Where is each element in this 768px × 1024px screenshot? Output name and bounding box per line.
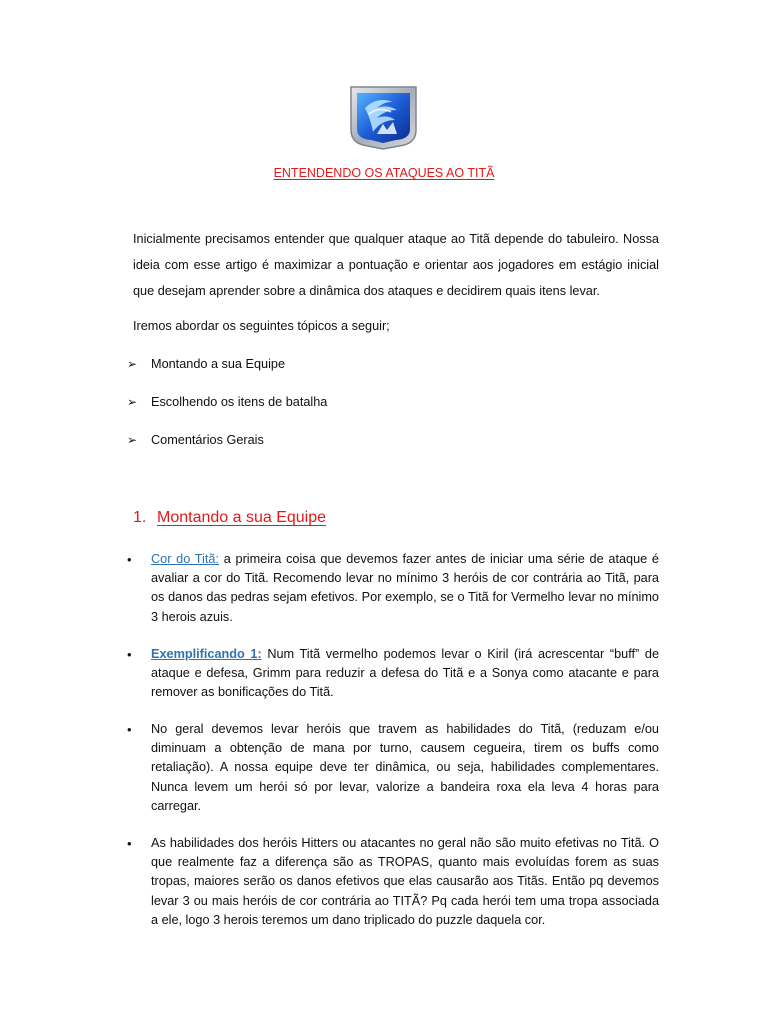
topic-item (127, 395, 327, 409)
list-item (127, 834, 659, 930)
bullet-dot-icon: • (127, 836, 132, 851)
arrow-bullet-icon: ➢ (127, 357, 138, 371)
bullet-dot-icon: • (127, 552, 132, 567)
topic-item (127, 433, 264, 447)
topic-label: Escolhendo os itens de batalha (151, 395, 328, 409)
topic-label: Montando a sua Equipe (151, 357, 286, 371)
bullet-text: Num Titã vermelho podemos levar o Kiril (irá acrescentar “buff” de ataque e defesa, Grimm para reduzir a defesa do Titã e a Sonya como atacante e para remover as bonificações do Titã. (151, 647, 659, 700)
bullet-text: No geral devemos levar heróis que travem as habilidades do Titã, (reduzam e/ou diminuam a obtenção de mana por turno, causem cegueira, tirem os buffs como retaliação). A nossa equipe deve ter dinâmica, ou seja, habilidades complementares. Nunca levem um herói só por levar, valorize a bandeira roxa ela leva 4 horas para carregar. (151, 722, 659, 813)
section-title: Montando a sua Equipe (157, 509, 327, 526)
list-item (127, 720, 659, 816)
titan-emblem-logo (347, 84, 420, 150)
list-item (127, 550, 659, 627)
topics-intro-text: Iremos abordar os seguintes tópicos a seguir; (133, 319, 390, 333)
bullet-lead-label: Exemplificando 1: (151, 647, 262, 661)
section-heading (133, 509, 326, 527)
arrow-bullet-icon: ➢ (127, 395, 138, 409)
document-title: ENTENDENDO OS ATAQUES AO TITÃ (273, 166, 495, 180)
bullet-lead-label: Cor do Titã: (151, 552, 219, 566)
bullet-dot-icon: • (127, 722, 132, 737)
list-item (127, 645, 659, 703)
topic-item (127, 357, 285, 371)
bullet-text: As habilidades dos heróis Hitters ou atacantes no geral não são muito efetivas no Titã. O que realmente faz a diferença são as TROPAS, quanto mais evoluídas forem as suas tropas, maiores serão os danos efetivos que elas causarão aos Titãs. Então pq devemos levar 3 ou mais heróis de cor contrária ao TITÃ? Pq cada herói tem uma tropa associada a ele, logo 3 herois teremos um dano triplicado do puzzle daquela cor. (151, 836, 659, 927)
intro-paragraph: Inicialmente precisamos entender que qualquer ataque ao Titã depende do tabuleiro. Nossa ideia com esse artigo é maximizar a pontuação e orientar aos jogadores em estágio inicial que desejam aprender sobre a dinâmica dos ataques e decidirem quais itens levar. (133, 232, 659, 298)
bullet-dot-icon: • (127, 647, 132, 662)
arrow-bullet-icon: ➢ (127, 433, 138, 447)
section-number: 1. (133, 509, 147, 526)
bullet-text: a primeira coisa que devemos fazer antes de iniciar uma série de ataque é avaliar a cor do Titã. Recomendo levar no mínimo 3 heróis de cor contrária ao Titã, para os danos das pedras sejam efetivos. Por exemplo, se o Titã for Vermelho levar no mínimo 3 herois azuis. (151, 552, 659, 624)
topic-label: Comentários Gerais (151, 433, 264, 447)
